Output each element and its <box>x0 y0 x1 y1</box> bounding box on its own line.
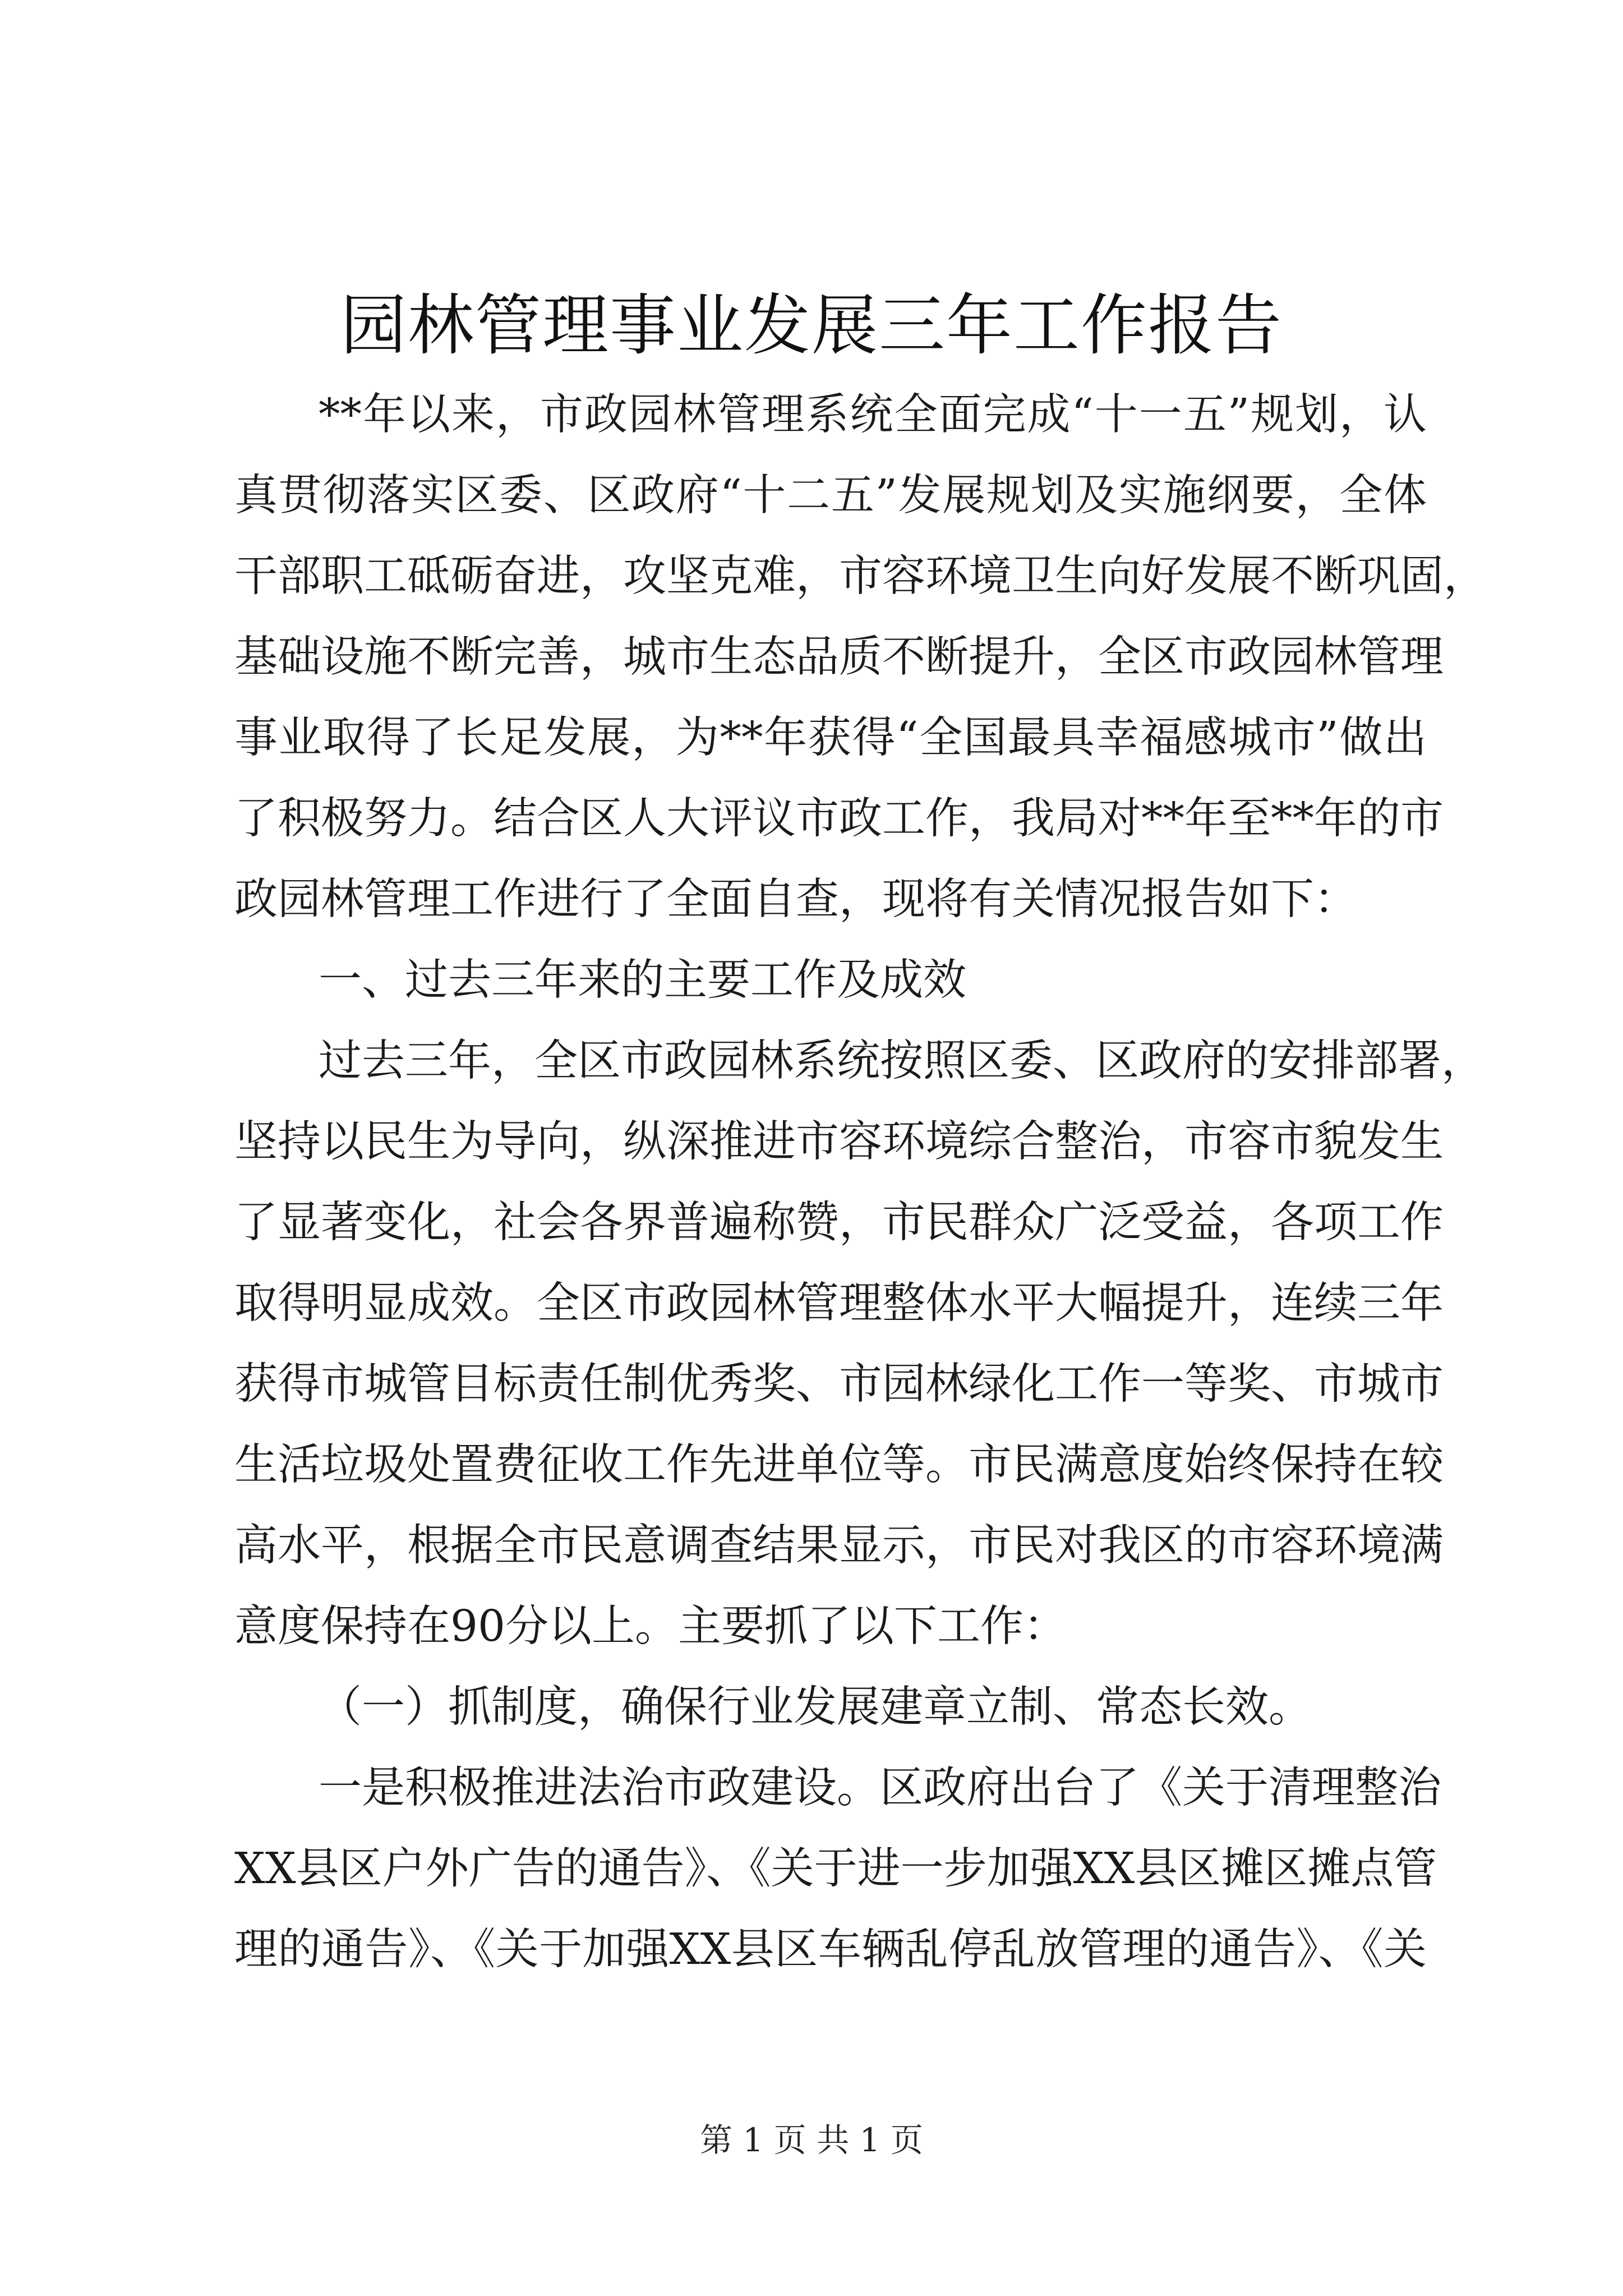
paragraph-line: 基础设施不断完善，城市生态品质不断提升，全区市政园林管理 <box>234 632 1444 682</box>
section-heading: 一、过去三年来的主要工作及成效 <box>319 955 966 1005</box>
page-number-footer: 第 1 页 共 1 页 <box>700 2121 923 2159</box>
paragraph-line: 过去三年，全区市政园林系统按照区委、区政府的安排部署， <box>319 1036 1484 1086</box>
paragraph-line: 生活垃圾处置费征收工作先进单位等。市民满意度始终保持在较 <box>234 1440 1444 1490</box>
paragraph-line: 了显著变化，社会各界普遍称赞，市民群众广泛受益，各项工作 <box>234 1198 1444 1248</box>
paragraph-line: 取得明显成效。全区市政园林管理整体水平大幅提升，连续三年 <box>234 1278 1444 1328</box>
document-title: 园林管理事业发展三年工作报告 <box>340 287 1283 364</box>
paragraph-line: 了积极努力。结合区人大评议市政工作，我局对**年至**年的市 <box>234 794 1444 844</box>
paragraph-line: 意度保持在90分以上。主要抓了以下工作： <box>234 1602 1067 1651</box>
paragraph-line: 获得市城管目标责任制优秀奖、市园林绿化工作一等奖、市城市 <box>234 1359 1444 1409</box>
paragraph-line: **年以来，市政园林管理系统全面完成“十一五”规划，认 <box>319 390 1427 440</box>
paragraph-line: 高水平，根据全市民意调查结果显示，市民对我区的市容环境满 <box>234 1521 1444 1571</box>
paragraph-line: 理的通告》、《关于加强XX县区车辆乱停乱放管理的通告》、《关 <box>234 1925 1427 1975</box>
paragraph-line: XX县区户外广告的通告》、《关于进一步加强XX县区摊区摊点管 <box>234 1844 1437 1894</box>
paragraph-line: 政园林管理工作进行了全面自查，现将有关情况报告如下： <box>234 875 1357 924</box>
paragraph-line: 坚持以民生为导向，纵深推进市容环境综合整治，市容市貌发生 <box>234 1117 1444 1167</box>
subsection-heading: （一）抓制度，确保行业发展建章立制、常态长效。 <box>319 1682 1312 1732</box>
paragraph-line: 干部职工砥砺奋进，攻坚克难，市容环境卫生向好发展不断巩固， <box>234 551 1487 601</box>
document-body <box>234 375 1487 1990</box>
paragraph-line: 真贯彻落实区委、区政府“十二五”发展规划及实施纲要，全体 <box>234 471 1427 521</box>
paragraph-line: 一是积极推进法治市政建设。区政府出台了《关于清理整治 <box>319 1763 1441 1813</box>
paragraph-line: 事业取得了长足发展，为**年获得“全国最具幸福感城市”做出 <box>234 713 1427 763</box>
